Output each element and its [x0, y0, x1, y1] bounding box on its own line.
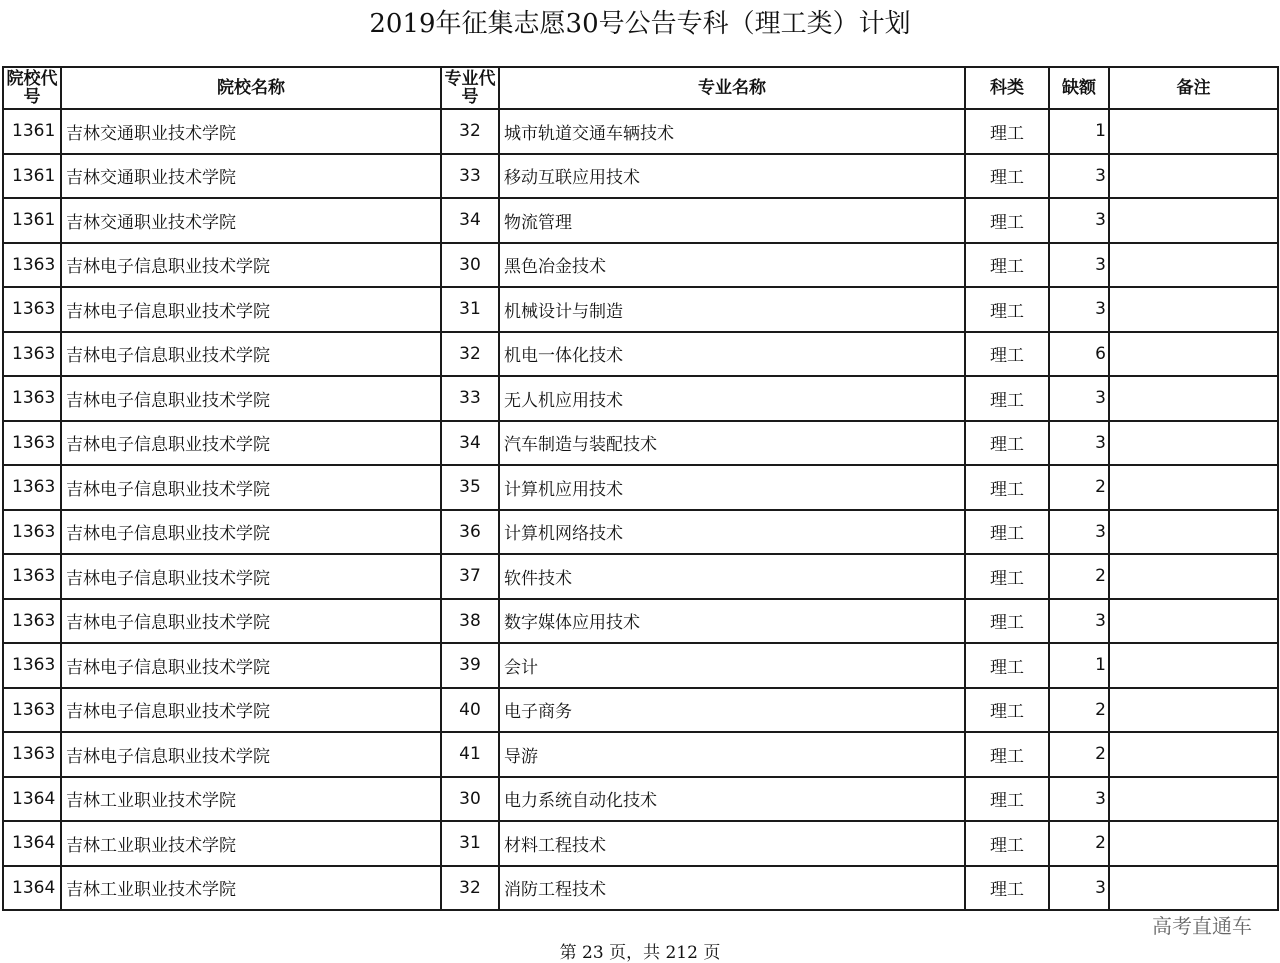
- table-row: [3, 465, 1278, 510]
- cell-category: 理工: [965, 198, 1049, 243]
- cell-school-name: 吉林电子信息职业技术学院: [61, 376, 441, 421]
- cell-quota: 2: [1049, 821, 1109, 866]
- cell-school-name: 吉林电子信息职业技术学院: [61, 643, 441, 688]
- cell-major-code: 36: [441, 510, 499, 555]
- cell-major-code: 39: [441, 643, 499, 688]
- cell-school-name: 吉林电子信息职业技术学院: [61, 732, 441, 777]
- cell-major-name: 消防工程技术: [499, 866, 965, 911]
- cell-school-name: 吉林工业职业技术学院: [61, 821, 441, 866]
- cell-category: 理工: [965, 421, 1049, 466]
- cell-major-code: 30: [441, 777, 499, 822]
- cell-major-name: 计算机网络技术: [499, 510, 965, 555]
- cell-school-name: 吉林工业职业技术学院: [61, 777, 441, 822]
- cell-note: [1109, 777, 1278, 822]
- cell-major-code: 32: [441, 866, 499, 911]
- cell-school-code: 1363: [3, 554, 61, 599]
- header-major-name: 专业名称: [499, 67, 965, 109]
- cell-school-code: 1363: [3, 688, 61, 733]
- cell-quota: 2: [1049, 465, 1109, 510]
- cell-major-code: 40: [441, 688, 499, 733]
- cell-school-code: 1364: [3, 866, 61, 911]
- cell-school-name: 吉林电子信息职业技术学院: [61, 465, 441, 510]
- cell-school-code: 1361: [3, 109, 61, 154]
- table-row: [3, 510, 1278, 555]
- header-category: 科类: [965, 67, 1049, 109]
- cell-note: [1109, 732, 1278, 777]
- cell-note: [1109, 332, 1278, 377]
- cell-note: [1109, 243, 1278, 288]
- cell-school-name: 吉林电子信息职业技术学院: [61, 287, 441, 332]
- cell-school-code: 1363: [3, 510, 61, 555]
- cell-school-code: 1363: [3, 243, 61, 288]
- cell-school-name: 吉林电子信息职业技术学院: [61, 554, 441, 599]
- cell-quota: 1: [1049, 109, 1109, 154]
- table-row: [3, 732, 1278, 777]
- cell-category: 理工: [965, 554, 1049, 599]
- cell-school-name: 吉林电子信息职业技术学院: [61, 421, 441, 466]
- header-school-code: 院校代号: [3, 67, 61, 109]
- cell-major-name: 电力系统自动化技术: [499, 777, 965, 822]
- cell-major-code: 33: [441, 376, 499, 421]
- cell-major-code: 33: [441, 154, 499, 199]
- header-school-name: 院校名称: [61, 67, 441, 109]
- table-row: [3, 777, 1278, 822]
- page-footer: 第 23 页，共 212 页: [559, 943, 721, 963]
- cell-category: 理工: [965, 732, 1049, 777]
- table-row: [3, 243, 1278, 288]
- cell-school-name: 吉林电子信息职业技术学院: [61, 599, 441, 644]
- cell-category: 理工: [965, 821, 1049, 866]
- cell-quota: 3: [1049, 198, 1109, 243]
- cell-school-name: 吉林交通职业技术学院: [61, 109, 441, 154]
- cell-note: [1109, 287, 1278, 332]
- cell-quota: 3: [1049, 154, 1109, 199]
- cell-major-code: 37: [441, 554, 499, 599]
- cell-note: [1109, 421, 1278, 466]
- cell-major-name: 城市轨道交通车辆技术: [499, 109, 965, 154]
- cell-major-name: 计算机应用技术: [499, 465, 965, 510]
- cell-note: [1109, 376, 1278, 421]
- cell-major-name: 机电一体化技术: [499, 332, 965, 377]
- cell-major-code: 32: [441, 109, 499, 154]
- cell-quota: 6: [1049, 332, 1109, 377]
- table-row: [3, 643, 1278, 688]
- table-row: [3, 332, 1278, 377]
- watermark: 高考直通车: [1152, 914, 1252, 938]
- cell-major-code: 32: [441, 332, 499, 377]
- cell-category: 理工: [965, 243, 1049, 288]
- cell-quota: 3: [1049, 243, 1109, 288]
- cell-category: 理工: [965, 510, 1049, 555]
- cell-quota: 3: [1049, 421, 1109, 466]
- cell-category: 理工: [965, 287, 1049, 332]
- cell-school-name: 吉林电子信息职业技术学院: [61, 510, 441, 555]
- cell-quota: 2: [1049, 732, 1109, 777]
- cell-quota: 3: [1049, 866, 1109, 911]
- table-header-row: [3, 67, 1278, 109]
- cell-quota: 3: [1049, 510, 1109, 555]
- cell-major-name: 软件技术: [499, 554, 965, 599]
- cell-school-name: 吉林工业职业技术学院: [61, 866, 441, 911]
- plan-table: [2, 66, 1279, 911]
- cell-note: [1109, 198, 1278, 243]
- cell-major-code: 31: [441, 821, 499, 866]
- header-major-code: 专业代号: [441, 67, 499, 109]
- cell-major-name: 物流管理: [499, 198, 965, 243]
- cell-note: [1109, 554, 1278, 599]
- cell-category: 理工: [965, 599, 1049, 644]
- cell-note: [1109, 465, 1278, 510]
- cell-quota: 3: [1049, 777, 1109, 822]
- cell-major-code: 31: [441, 287, 499, 332]
- cell-category: 理工: [965, 332, 1049, 377]
- cell-note: [1109, 109, 1278, 154]
- cell-school-code: 1364: [3, 777, 61, 822]
- cell-school-code: 1363: [3, 599, 61, 644]
- cell-quota: 3: [1049, 287, 1109, 332]
- cell-note: [1109, 821, 1278, 866]
- cell-major-code: 34: [441, 198, 499, 243]
- cell-quota: 2: [1049, 554, 1109, 599]
- cell-category: 理工: [965, 866, 1049, 911]
- cell-quota: 2: [1049, 688, 1109, 733]
- cell-category: 理工: [965, 688, 1049, 733]
- cell-school-code: 1363: [3, 332, 61, 377]
- cell-major-name: 黑色冶金技术: [499, 243, 965, 288]
- table-row: [3, 554, 1278, 599]
- cell-major-code: 35: [441, 465, 499, 510]
- cell-school-code: 1363: [3, 421, 61, 466]
- cell-major-name: 材料工程技术: [499, 821, 965, 866]
- cell-quota: 3: [1049, 376, 1109, 421]
- cell-school-name: 吉林交通职业技术学院: [61, 154, 441, 199]
- cell-school-code: 1363: [3, 376, 61, 421]
- cell-major-name: 数字媒体应用技术: [499, 599, 965, 644]
- cell-major-code: 41: [441, 732, 499, 777]
- cell-school-code: 1363: [3, 732, 61, 777]
- cell-quota: 3: [1049, 599, 1109, 644]
- cell-note: [1109, 688, 1278, 733]
- cell-major-name: 电子商务: [499, 688, 965, 733]
- cell-quota: 1: [1049, 643, 1109, 688]
- cell-note: [1109, 599, 1278, 644]
- cell-school-name: 吉林电子信息职业技术学院: [61, 688, 441, 733]
- cell-note: [1109, 866, 1278, 911]
- cell-major-name: 无人机应用技术: [499, 376, 965, 421]
- table-row: [3, 109, 1278, 154]
- cell-major-name: 会计: [499, 643, 965, 688]
- cell-major-name: 移动互联应用技术: [499, 154, 965, 199]
- table-row: [3, 287, 1278, 332]
- cell-school-name: 吉林电子信息职业技术学院: [61, 243, 441, 288]
- table-row: [3, 198, 1278, 243]
- table-row: [3, 866, 1278, 911]
- table-row: [3, 421, 1278, 466]
- cell-school-code: 1363: [3, 287, 61, 332]
- table-row: [3, 688, 1278, 733]
- table-row: [3, 154, 1278, 199]
- table-body: [3, 109, 1278, 910]
- cell-note: [1109, 154, 1278, 199]
- cell-school-code: 1363: [3, 465, 61, 510]
- header-note: 备注: [1109, 67, 1278, 109]
- cell-category: 理工: [965, 376, 1049, 421]
- table-row: [3, 376, 1278, 421]
- cell-major-name: 汽车制造与装配技术: [499, 421, 965, 466]
- cell-school-code: 1361: [3, 154, 61, 199]
- cell-school-code: 1361: [3, 198, 61, 243]
- cell-category: 理工: [965, 154, 1049, 199]
- cell-school-name: 吉林交通职业技术学院: [61, 198, 441, 243]
- cell-major-code: 30: [441, 243, 499, 288]
- cell-school-code: 1363: [3, 643, 61, 688]
- cell-note: [1109, 643, 1278, 688]
- cell-category: 理工: [965, 777, 1049, 822]
- cell-major-name: 机械设计与制造: [499, 287, 965, 332]
- header-quota: 缺额: [1049, 67, 1109, 109]
- page-title: 2019年征集志愿30号公告专科（理工类）计划: [369, 9, 911, 39]
- cell-major-code: 34: [441, 421, 499, 466]
- cell-major-code: 38: [441, 599, 499, 644]
- cell-school-code: 1364: [3, 821, 61, 866]
- cell-category: 理工: [965, 109, 1049, 154]
- cell-note: [1109, 510, 1278, 555]
- cell-category: 理工: [965, 643, 1049, 688]
- table-row: [3, 599, 1278, 644]
- cell-major-name: 导游: [499, 732, 965, 777]
- table-row: [3, 821, 1278, 866]
- cell-category: 理工: [965, 465, 1049, 510]
- cell-school-name: 吉林电子信息职业技术学院: [61, 332, 441, 377]
